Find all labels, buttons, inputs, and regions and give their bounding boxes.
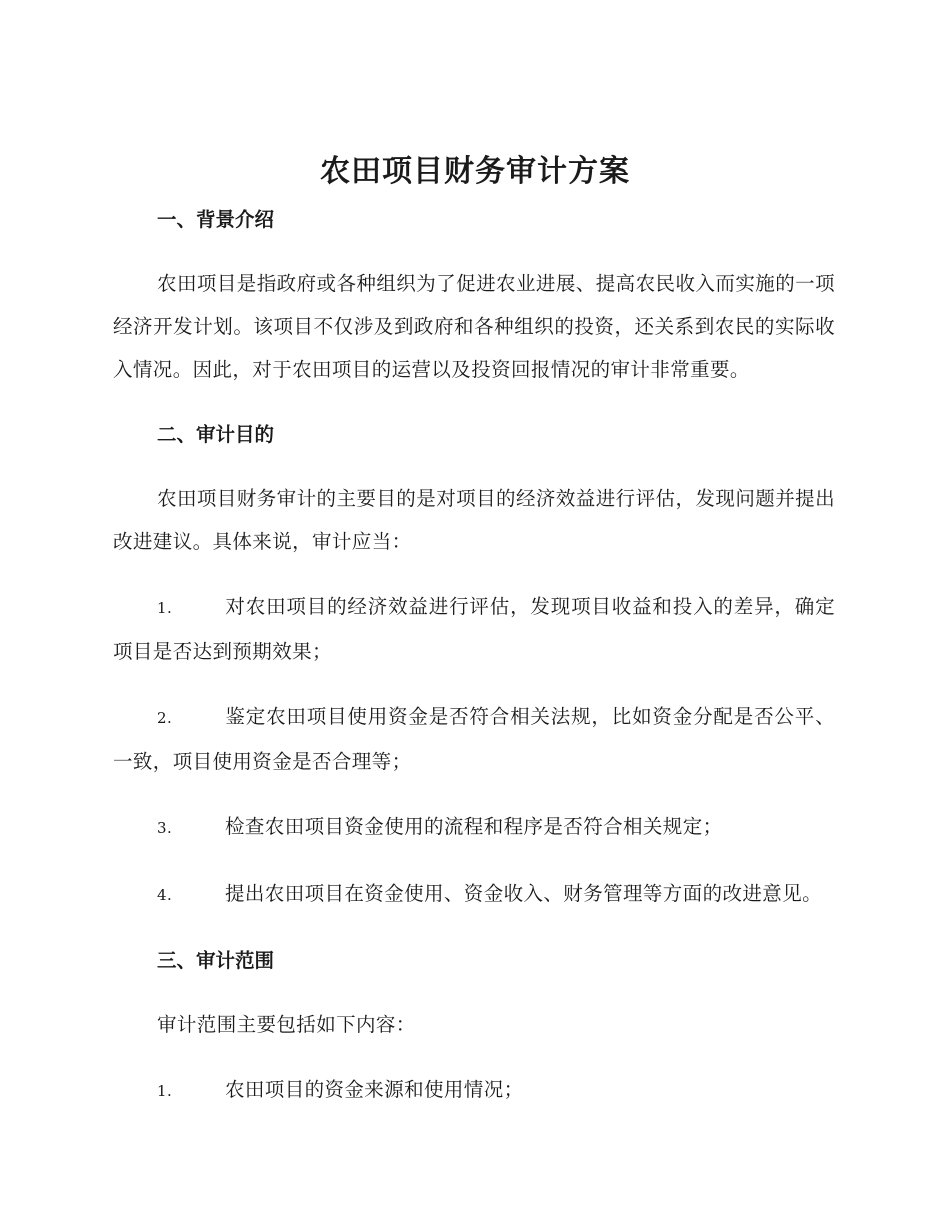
document-body: [113, 198, 835, 1113]
document-title: 农田项目财务审计方案: [320, 154, 630, 189]
list-item: [113, 585, 835, 673]
section-audit-purpose: [113, 413, 835, 917]
paragraph: 审计范围主要包括如下内容：: [157, 1013, 416, 1036]
paragraph: 农田项目是指政府或各种组织为了促进农业进展、提高农民收入而实施的一项经济开发计划。该项目不仅涉及到政府和各种组织的投资，还关系到农民的实际收入情况。因此，对于农田项目的运营以及投资回报情况的审计非常重要。: [113, 272, 835, 381]
list-number: 1.: [157, 599, 173, 617]
list-item: [113, 872, 835, 917]
list-item-text: 对农田项目的经济效益进行评估，发现项目收益和投入的差异，确定项目是否达到预期效果；: [113, 595, 835, 663]
list-number: 4.: [157, 886, 173, 904]
list-item: [113, 805, 835, 850]
list-number: 3.: [157, 819, 173, 837]
list-number: 1.: [157, 1082, 173, 1100]
section-audit-scope: [113, 939, 835, 1113]
list-number: 2.: [157, 709, 173, 727]
section-background: [113, 198, 835, 391]
section-heading: 三、审计范围: [157, 949, 275, 972]
paragraph: 农田项目财务审计的主要目的是对项目的经济效益进行评估，发现问题并提出改进建议。具体来说，审计应当：: [113, 487, 835, 553]
list-item: [113, 1068, 835, 1113]
section-heading: 二、审计目的: [157, 423, 275, 446]
list-item-text: 农田项目的资金来源和使用情况；: [225, 1078, 524, 1101]
list-item: [113, 695, 835, 783]
list-item-text: 检查农田项目资金使用的流程和程序是否符合相关规定；: [225, 815, 723, 838]
section-heading: 一、背景介绍: [157, 208, 275, 231]
list-item-text: 提出农田项目在资金使用、资金收入、财务管理等方面的改进意见。: [225, 882, 823, 905]
list-item-text: 鉴定农田项目使用资金是否符合相关法规，比如资金分配是否公平、一致，项目使用资金是否合理等；: [113, 705, 835, 773]
